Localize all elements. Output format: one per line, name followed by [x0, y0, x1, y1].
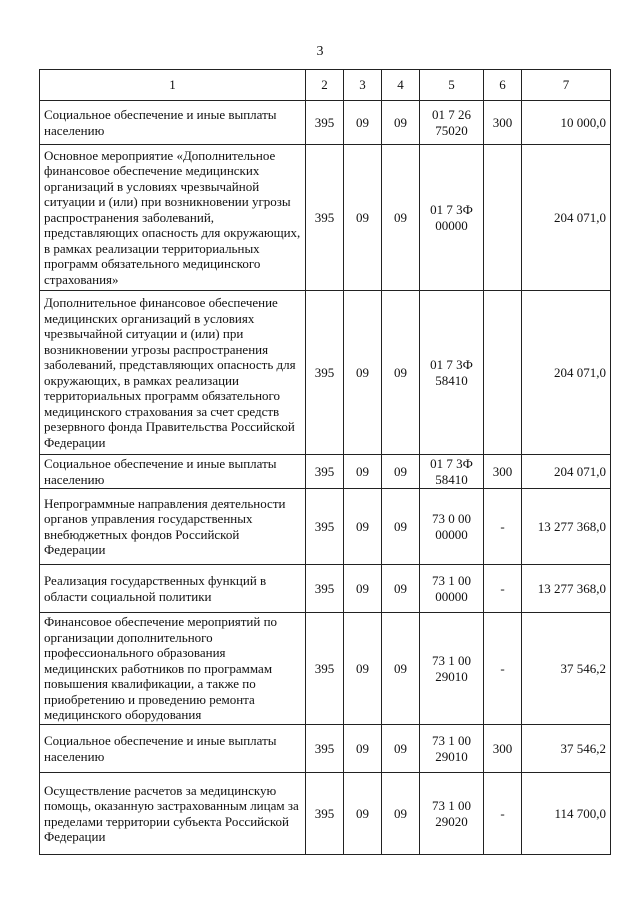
table-row [40, 613, 611, 725]
row-gr: 395 [306, 145, 344, 291]
row-name: Непрограммные направления деятельности органов управления государственных внебюджетных фондов Российской Федерации [40, 489, 306, 565]
col-header-7: 7 [522, 70, 611, 101]
row-sum: 37 546,2 [522, 613, 611, 725]
row-sum: 13 277 368,0 [522, 565, 611, 613]
row-sum: 13 277 368,0 [522, 489, 611, 565]
table-row [40, 565, 611, 613]
row-target: 01 7 26 75020 [420, 101, 484, 145]
col-header-1: 1 [40, 70, 306, 101]
row-vr: 300 [484, 725, 522, 773]
row-vr: - [484, 613, 522, 725]
row-target: 73 0 00 00000 [420, 489, 484, 565]
row-name: Основное мероприятие «Дополнительное финансовое обеспечение медицинских организаций в условиях чрезвычайной ситуации и (или) при возникновении угрозы распространения заболеваний, представляющих опасность для окружающих, в рамках реализации территориальных программ обязательного медицинского страхования» [40, 145, 306, 291]
table-row [40, 489, 611, 565]
row-gr: 395 [306, 725, 344, 773]
row-pr: 09 [382, 291, 420, 455]
row-rz: 09 [344, 565, 382, 613]
col-header-5: 5 [420, 70, 484, 101]
row-name: Дополнительное финансовое обеспечение медицинских организаций в условиях чрезвычайной ситуации и (или) при возникновении угрозы распространения заболеваний, представляющих опасность для окружающих, в рамках реализации территориальных программ обязательного медицинского страхования за счет средств резервного фонда Правительства Российской Федерации [40, 291, 306, 455]
row-rz: 09 [344, 455, 382, 489]
row-pr: 09 [382, 145, 420, 291]
row-vr: - [484, 565, 522, 613]
row-pr: 09 [382, 613, 420, 725]
row-rz: 09 [344, 145, 382, 291]
row-rz: 09 [344, 725, 382, 773]
row-gr: 395 [306, 773, 344, 855]
row-pr: 09 [382, 725, 420, 773]
row-target: 01 7 3Ф 00000 [420, 145, 484, 291]
table-row [40, 145, 611, 291]
row-name: Социальное обеспечение и иные выплаты населению [40, 725, 306, 773]
row-sum: 204 071,0 [522, 145, 611, 291]
col-header-3: 3 [344, 70, 382, 101]
row-pr: 09 [382, 565, 420, 613]
row-vr: - [484, 489, 522, 565]
row-name: Социальное обеспечение и иные выплаты населению [40, 101, 306, 145]
row-pr: 09 [382, 773, 420, 855]
row-gr: 395 [306, 613, 344, 725]
header-row [40, 70, 611, 101]
row-target: 01 7 3Ф 58410 [420, 455, 484, 489]
row-rz: 09 [344, 489, 382, 565]
row-vr [484, 145, 522, 291]
col-header-2: 2 [306, 70, 344, 101]
col-header-6: 6 [484, 70, 522, 101]
table-row [40, 455, 611, 489]
row-target: 01 7 3Ф 58410 [420, 291, 484, 455]
budget-table [39, 69, 611, 855]
row-name: Осуществление расчетов за медицинскую помощь, оказанную застрахованным лицам за пределами территории субъекта Российской Федерации [40, 773, 306, 855]
row-name: Реализация государственных функций в области социальной политики [40, 565, 306, 613]
col-header-4: 4 [382, 70, 420, 101]
row-vr: 300 [484, 455, 522, 489]
row-sum: 10 000,0 [522, 101, 611, 145]
row-name: Социальное обеспечение и иные выплаты населению [40, 455, 306, 489]
row-gr: 395 [306, 565, 344, 613]
row-target: 73 1 00 29010 [420, 725, 484, 773]
row-pr: 09 [382, 455, 420, 489]
row-sum: 37 546,2 [522, 725, 611, 773]
row-gr: 395 [306, 489, 344, 565]
row-rz: 09 [344, 101, 382, 145]
row-gr: 395 [306, 101, 344, 145]
row-rz: 09 [344, 291, 382, 455]
row-vr: 300 [484, 101, 522, 145]
row-rz: 09 [344, 613, 382, 725]
row-gr: 395 [306, 291, 344, 455]
row-pr: 09 [382, 489, 420, 565]
page-number: 3 [316, 44, 324, 59]
row-target: 73 1 00 29010 [420, 613, 484, 725]
row-pr: 09 [382, 101, 420, 145]
row-vr: - [484, 773, 522, 855]
table-row [40, 773, 611, 855]
row-gr: 395 [306, 455, 344, 489]
row-name: Финансовое обеспечение мероприятий по организации дополнительного профессионального образования медицинских работников по программам повышения квалификации, а также по приобретению и проведению ремонта медицинского оборудования [40, 613, 306, 725]
row-sum: 204 071,0 [522, 455, 611, 489]
row-rz: 09 [344, 773, 382, 855]
table-row [40, 291, 611, 455]
row-sum: 114 700,0 [522, 773, 611, 855]
row-vr [484, 291, 522, 455]
row-target: 73 1 00 29020 [420, 773, 484, 855]
row-target: 73 1 00 00000 [420, 565, 484, 613]
row-sum: 204 071,0 [522, 291, 611, 455]
table-row [40, 725, 611, 773]
table-row [40, 101, 611, 145]
